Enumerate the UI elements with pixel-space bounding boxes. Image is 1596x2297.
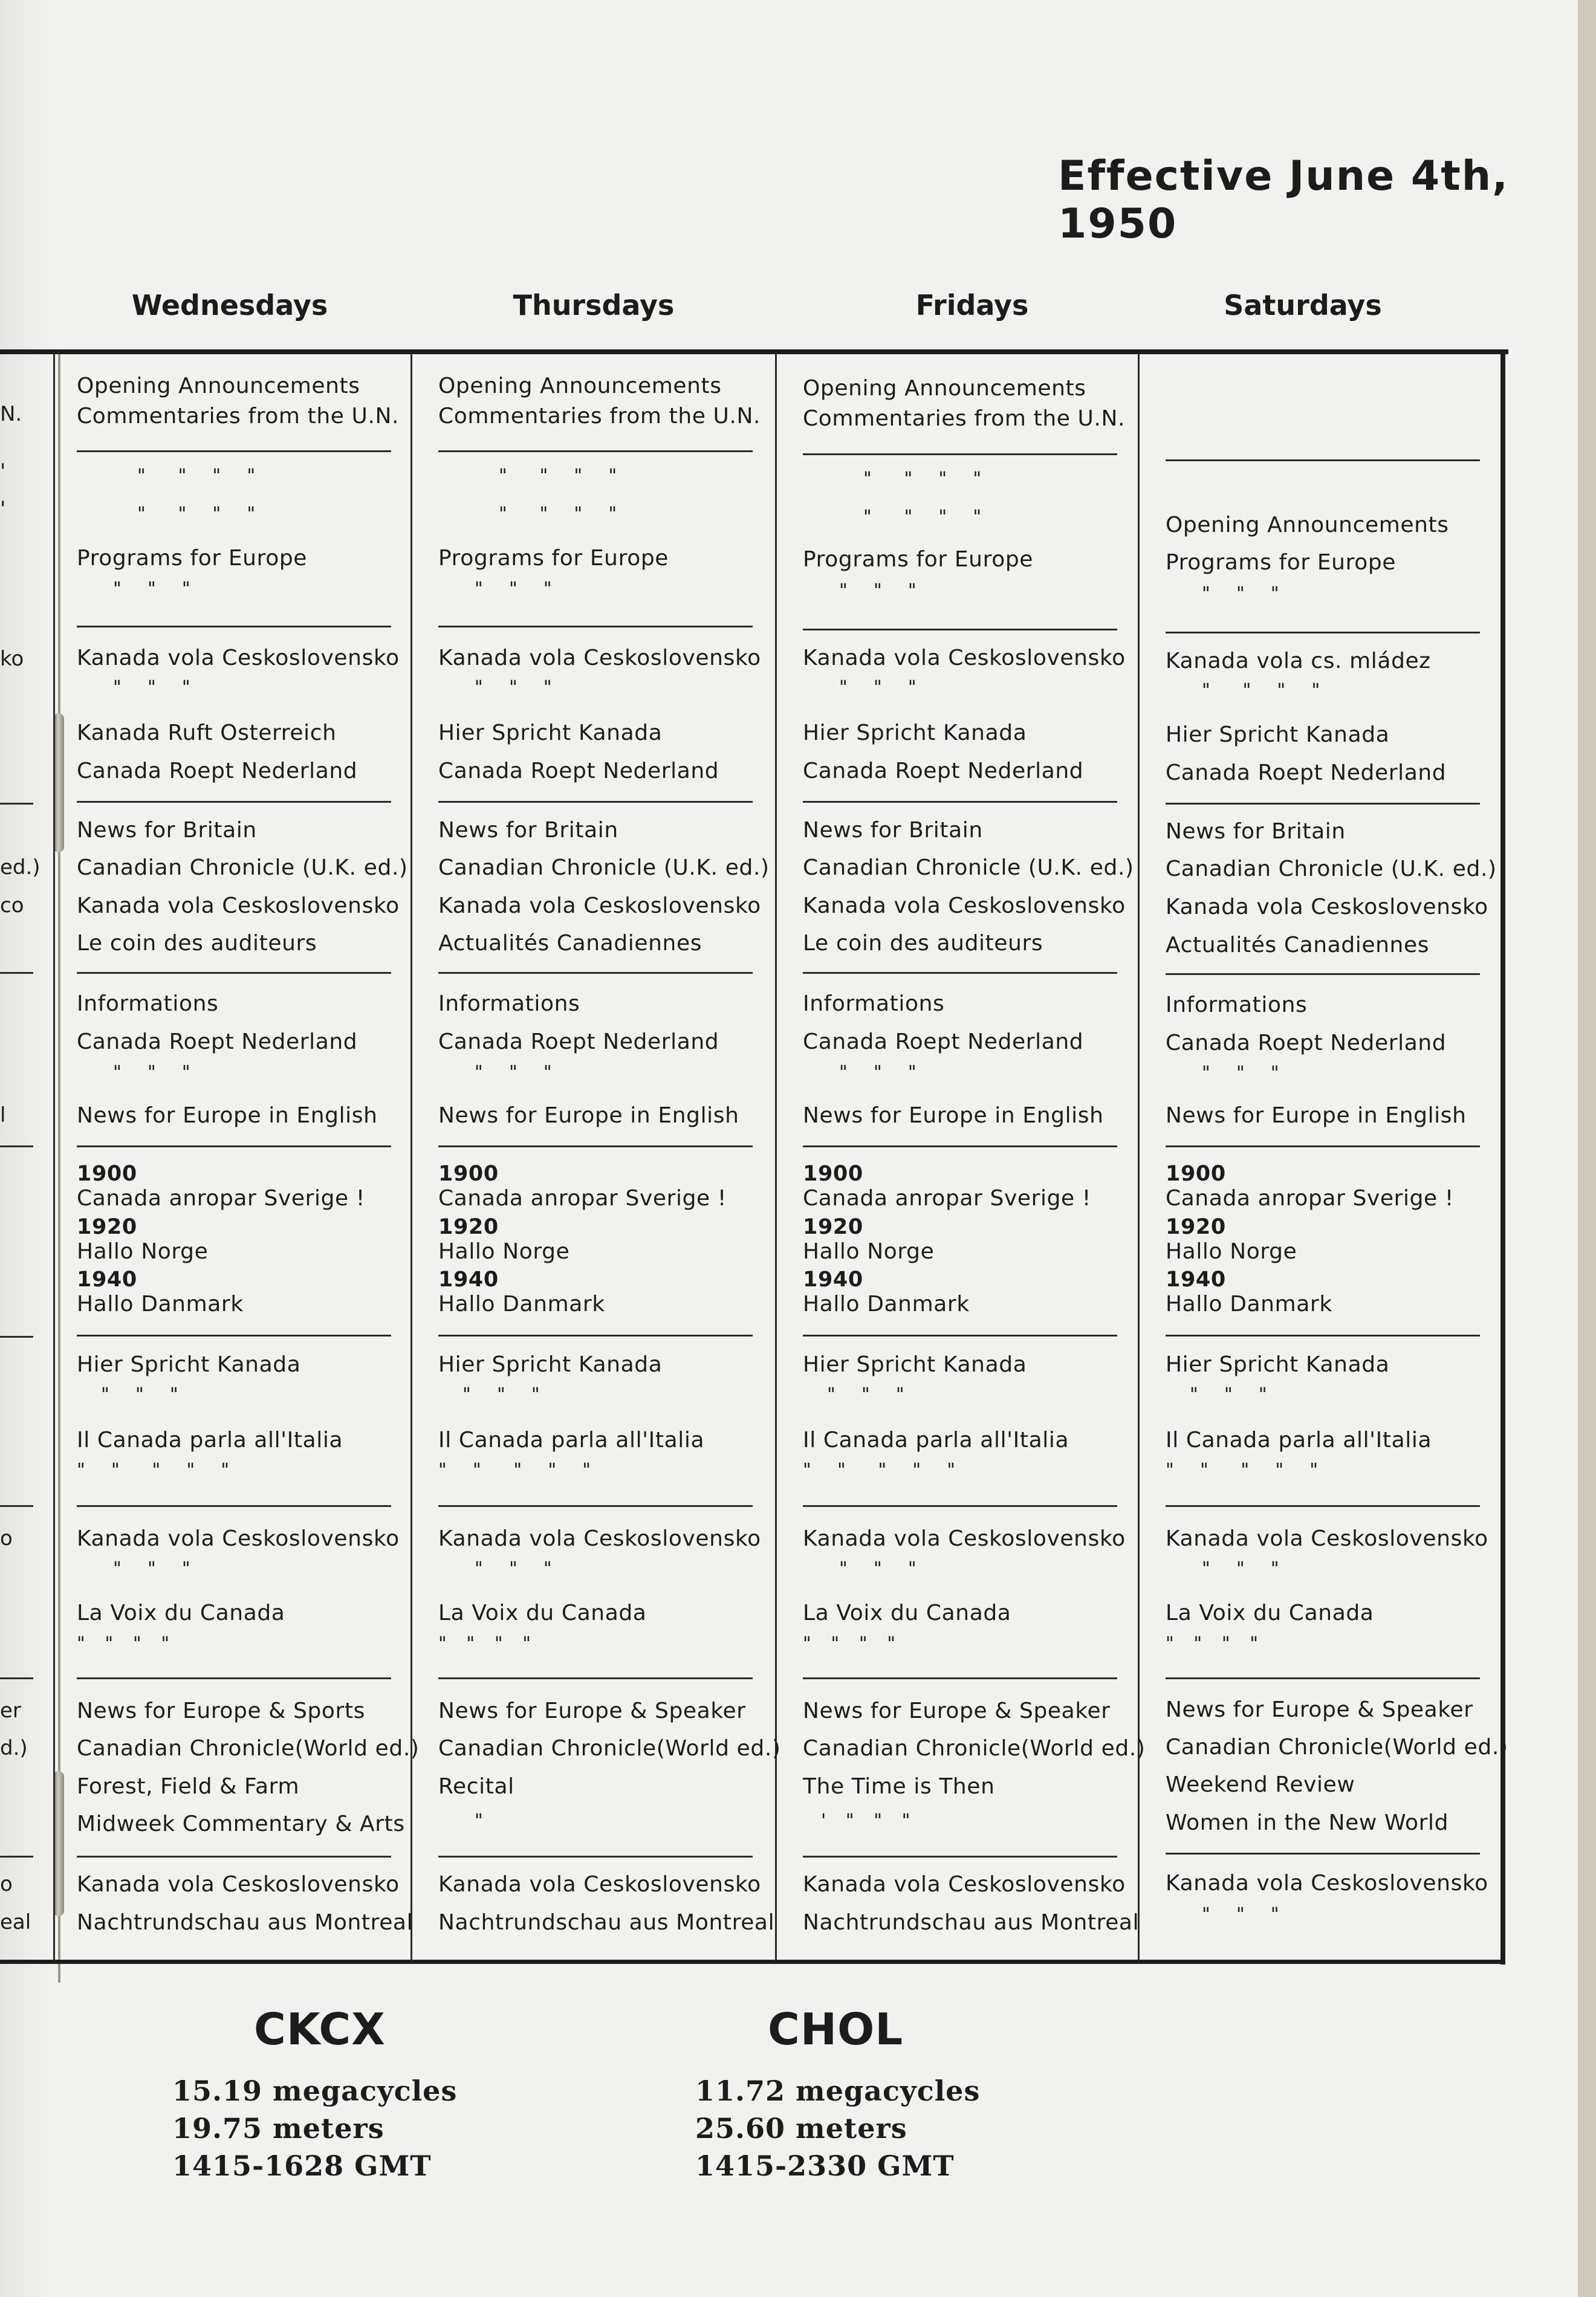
program-entry: Canada Roept Nederland [438, 759, 719, 783]
time-slot-rule [77, 1505, 391, 1507]
program-entry: Nachtrundschau aus Montreal [77, 1910, 414, 1935]
program-entry: Canadian Chronicle(World ed.) [438, 1736, 781, 1761]
day-header-wednesday: Wednesdays [131, 289, 328, 322]
time-slot-rule [803, 453, 1117, 455]
program-entry: La Voix du Canada [77, 1601, 285, 1625]
program-entry: Hier Spricht Kanada [438, 721, 663, 745]
time-slot-rule [77, 450, 391, 452]
program-entry: Canadian Chronicle (U.K. ed.) [438, 855, 770, 880]
ditto-marks: " " " " [1202, 680, 1321, 701]
program-entry: Opening Announcements [77, 374, 360, 398]
thursday-column [438, 0, 781, 1965]
program-entry: Kanada vola Ceskoslovensko [438, 646, 761, 670]
program-entry: Women in the New World [1166, 1810, 1449, 1835]
program-entry: La Voix du Canada [803, 1601, 1011, 1625]
left-column-fragment: ko [0, 647, 24, 671]
time-label: 1920 [1166, 1215, 1226, 1239]
program-entry: Hallo Danmark [438, 1292, 605, 1317]
program-entry: Nachtrundschau aus Montreal [803, 1910, 1140, 1935]
program-entry: News for Europe in English [1166, 1103, 1467, 1128]
ditto-marks: " " " " [77, 1633, 170, 1654]
station-frequency: 11.72 megacycles [695, 2075, 981, 2107]
program-entry: Kanada vola Ceskoslovensko [1166, 895, 1488, 919]
ditto-marks: " " " [462, 1384, 540, 1405]
day-header-thursday: Thursdays [513, 289, 675, 322]
time-slot-rule [438, 1145, 753, 1147]
program-entry: Kanada vola Ceskoslovensko [77, 893, 400, 918]
program-entry: Kanada vola Ceskoslovensko [77, 646, 400, 670]
time-slot-rule [803, 629, 1117, 630]
program-entry: Hier Spricht Kanada [1166, 722, 1390, 747]
ditto-marks: " " " [827, 1384, 905, 1405]
time-slot-rule [77, 1677, 391, 1679]
program-entry: Kanada vola Ceskoslovensko [803, 1872, 1126, 1897]
program-entry: News for Europe & Speaker [438, 1699, 746, 1723]
program-entry: Il Canada parla all'Italia [1166, 1428, 1432, 1453]
program-entry: Kanada vola Ceskoslovensko [803, 893, 1126, 918]
left-column-fragment: o [0, 1526, 13, 1550]
left-column-rule [0, 1505, 33, 1507]
time-label: 1920 [77, 1215, 137, 1239]
program-entry: La Voix du Canada [1166, 1601, 1374, 1625]
ditto-marks: " " " " " [77, 1460, 230, 1481]
program-entry: Hallo Norge [438, 1239, 570, 1264]
program-entry: Hier Spricht Kanada [77, 1352, 301, 1377]
program-entry: Kanada vola Ceskoslovensko [438, 893, 761, 918]
program-entry: Canada Roept Nederland [77, 759, 358, 783]
program-entry: News for Europe & Speaker [1166, 1697, 1473, 1722]
program-entry: Canada anropar Sverige ! [438, 1186, 727, 1211]
ditto-marks: " " " " " [438, 1460, 592, 1481]
ditto-marks: " " " [839, 580, 917, 601]
left-column-fragment: d.) [0, 1736, 28, 1760]
program-entry: Opening Announcements [1166, 513, 1449, 537]
ditto-marks: " " " " [863, 507, 982, 528]
program-entry: Hallo Danmark [803, 1292, 970, 1317]
program-entry: Hallo Norge [803, 1239, 935, 1264]
program-entry: News for Europe in English [77, 1103, 378, 1128]
ditto-marks: " " " " " [1166, 1460, 1319, 1481]
time-slot-rule [438, 450, 753, 452]
program-entry: Hier Spricht Kanada [803, 721, 1027, 745]
program-entry: Canada Roept Nederland [1166, 1031, 1447, 1055]
time-slot-rule [77, 972, 391, 974]
left-column-fragment: ed.) [0, 855, 41, 880]
program-entry: Canada anropar Sverige ! [1166, 1186, 1454, 1211]
time-slot-rule [1166, 1505, 1480, 1507]
ditto-marks: " " " " [863, 468, 982, 490]
time-slot-rule [803, 1145, 1117, 1147]
column-divider [53, 353, 55, 1961]
left-column-fragment: er [0, 1699, 21, 1723]
station-wavelength: 25.60 meters [695, 2112, 907, 2145]
ditto-marks: " " " [475, 677, 553, 698]
time-slot-rule [1166, 1853, 1480, 1855]
program-entry: News for Britain [438, 818, 618, 843]
left-column-fragment: co [0, 893, 24, 918]
program-entry: Nachtrundschau aus Montreal [438, 1910, 775, 1935]
time-slot-rule [803, 1505, 1117, 1507]
time-slot-rule [803, 1677, 1117, 1679]
program-entry: Informations [438, 991, 580, 1016]
left-column-rule [0, 972, 33, 974]
program-entry: Hier Spricht Kanada [803, 1352, 1027, 1377]
station-hours: 1415-1628 GMT [172, 2150, 432, 2182]
program-entry: Canada Roept Nederland [438, 1029, 719, 1054]
program-entry: Canadian Chronicle (U.K. ed.) [803, 855, 1134, 880]
program-entry: La Voix du Canada [438, 1601, 647, 1625]
ditto-marks: " " " [475, 1558, 553, 1579]
program-entry: Canada Roept Nederland [803, 1029, 1084, 1054]
station-name-ckcx: CKCX [254, 2004, 386, 2055]
program-entry: News for Britain [803, 818, 983, 843]
time-slot-rule [803, 1335, 1117, 1336]
program-entry: Le coin des auditeurs [77, 931, 317, 956]
time-label: 1900 [438, 1162, 499, 1186]
ditto-marks: " " " [113, 677, 191, 698]
program-entry: Kanada vola Ceskoslovensko [803, 1526, 1126, 1551]
program-entry: Kanada vola Ceskoslovensko [77, 1526, 400, 1551]
program-entry: Canadian Chronicle (U.K. ed.) [1166, 857, 1497, 881]
time-slot-rule [77, 1335, 391, 1336]
program-entry: Midweek Commentary & Arts [77, 1812, 405, 1836]
station-name-chol: CHOL [768, 2004, 904, 2055]
ditto-marks: " " " [475, 1062, 553, 1083]
left-column-rule [0, 1856, 33, 1858]
time-label: 1920 [438, 1215, 499, 1239]
program-entry: News for Europe in English [438, 1103, 739, 1128]
friday-column [803, 0, 1146, 1965]
program-entry: Hier Spricht Kanada [1166, 1352, 1390, 1377]
ditto-marks: " " " [1190, 1384, 1268, 1405]
program-entry: Recital [438, 1774, 514, 1799]
left-column-fragment: ' [0, 497, 6, 521]
ditto-marks: " " " [101, 1384, 179, 1405]
table-right-border [1500, 349, 1505, 1965]
program-entry: Canada anropar Sverige ! [77, 1186, 365, 1211]
time-slot-rule [803, 972, 1117, 974]
program-entry: Hallo Norge [1166, 1239, 1297, 1264]
program-entry: Opening Announcements [803, 376, 1086, 401]
left-column-rule [0, 803, 33, 805]
program-entry: Canadian Chronicle(World ed.) [803, 1736, 1146, 1761]
ditto-marks: " " " " [137, 504, 256, 525]
left-column-rule [0, 1677, 33, 1679]
program-entry: Canada Roept Nederland [1166, 760, 1447, 785]
ditto-marks: " " " [113, 578, 191, 600]
program-entry: Hallo Danmark [77, 1292, 244, 1317]
program-entry: Canada Roept Nederland [803, 759, 1084, 783]
station-hours: 1415-2330 GMT [695, 2150, 955, 2182]
program-entry: Hier Spricht Kanada [438, 1352, 663, 1377]
time-slot-rule [438, 801, 753, 803]
ditto-marks: " " " [1202, 583, 1280, 604]
time-slot-rule [1166, 1677, 1480, 1679]
time-label: 1900 [77, 1162, 137, 1186]
program-entry: Kanada vola Ceskoslovensko [438, 1872, 761, 1897]
program-entry: Canada anropar Sverige ! [803, 1186, 1091, 1211]
column-divider [410, 353, 412, 1961]
ditto-marks: " " " [475, 578, 553, 600]
time-label: 1900 [1166, 1162, 1226, 1186]
time-label: 1940 [77, 1268, 137, 1292]
left-column-fragment: N. [0, 402, 22, 426]
day-header-friday: Fridays [915, 289, 1029, 322]
program-entry: Kanada vola Ceskoslovensko [438, 1526, 761, 1551]
program-entry: Le coin des auditeurs [803, 931, 1043, 956]
ditto-marks: " " " [839, 1062, 917, 1083]
program-entry: News for Britain [77, 818, 257, 843]
ditto-marks: " " " " [499, 465, 618, 487]
ditto-marks: " " " [113, 1558, 191, 1579]
program-entry: Kanada vola Ceskoslovensko [77, 1872, 400, 1897]
program-entry: Programs for Europe [77, 546, 308, 571]
program-entry: Informations [803, 991, 945, 1016]
ditto-marks: " " " " " [803, 1460, 956, 1481]
time-slot-rule [438, 1335, 753, 1336]
ditto-marks: " [475, 1810, 484, 1832]
ditto-marks: " " " [839, 677, 917, 698]
program-entry: Il Canada parla all'Italia [803, 1428, 1069, 1453]
time-slot-rule [1166, 1145, 1480, 1147]
ditto-marks: " " " " [438, 1633, 532, 1654]
time-label: 1940 [803, 1268, 863, 1292]
saturday-column [1166, 0, 1508, 1965]
ditto-marks: ' " " " [821, 1810, 911, 1832]
ditto-marks: " " " [113, 1062, 191, 1083]
program-entry: Kanada vola Ceskoslovensko [1166, 1871, 1488, 1896]
program-entry: Commentaries from the U.N. [77, 404, 400, 429]
program-entry: Informations [77, 991, 219, 1016]
program-entry: Programs for Europe [1166, 550, 1396, 575]
program-entry: News for Europe in English [803, 1103, 1104, 1128]
time-slot-rule [803, 1856, 1117, 1858]
time-slot-rule [438, 1677, 753, 1679]
time-slot-rule [1166, 973, 1480, 975]
program-entry: Commentaries from the U.N. [438, 404, 761, 429]
day-header-saturday: Saturdays [1224, 289, 1382, 322]
time-slot-rule [438, 1856, 753, 1858]
time-slot-rule [77, 1856, 391, 1858]
time-slot-rule [438, 1505, 753, 1507]
program-entry: News for Europe & Speaker [803, 1699, 1111, 1723]
program-entry: Canadian Chronicle(World ed.) [77, 1736, 420, 1761]
left-column-fragment: o [0, 1872, 13, 1896]
program-entry: Commentaries from the U.N. [803, 406, 1126, 431]
left-column-fragment: eal [0, 1910, 31, 1934]
left-column-fragment: ' [0, 459, 6, 484]
ditto-marks: " " " " [1166, 1633, 1259, 1654]
program-entry: Forest, Field & Farm [77, 1774, 300, 1799]
time-label: 1940 [1166, 1268, 1226, 1292]
time-slot-rule [1166, 459, 1480, 461]
left-column-rule [0, 1336, 33, 1338]
ditto-marks: " " " " [499, 504, 618, 525]
time-slot-rule [77, 626, 391, 627]
program-entry: Programs for Europe [803, 547, 1034, 572]
program-entry: Informations [1166, 993, 1308, 1017]
ditto-marks: " " " [839, 1558, 917, 1579]
program-entry: Canada Roept Nederland [77, 1029, 358, 1054]
ditto-marks: " " " [1202, 1904, 1280, 1925]
program-entry: News for Europe & Sports [77, 1699, 366, 1723]
time-slot-rule [77, 1145, 391, 1147]
column-divider [1138, 353, 1140, 1961]
program-entry: Kanada vola cs. mládez [1166, 649, 1431, 673]
program-entry: Il Canada parla all'Italia [438, 1428, 705, 1453]
time-slot-rule [77, 801, 391, 803]
program-entry: Canadian Chronicle(World ed.) [1166, 1735, 1508, 1760]
ditto-marks: " " " " [803, 1633, 897, 1654]
program-entry: Actualités Canadiennes [1166, 933, 1430, 957]
page-fold [58, 351, 60, 1983]
time-slot-rule [1166, 632, 1480, 633]
wednesday-column [77, 0, 420, 1965]
program-entry: Weekend Review [1166, 1772, 1355, 1797]
station-frequency: 15.19 megacycles [172, 2075, 458, 2107]
effective-date: Effective June 4th, 1950 [1058, 152, 1509, 248]
program-entry: Hallo Danmark [1166, 1292, 1332, 1317]
program-entry: Kanada Ruft Osterreich [77, 721, 337, 745]
left-column-rule [0, 1145, 33, 1147]
station-wavelength: 19.75 meters [172, 2112, 384, 2145]
program-entry: Opening Announcements [438, 374, 722, 398]
program-entry: Hallo Norge [77, 1239, 209, 1264]
time-slot-rule [438, 626, 753, 627]
time-label: 1900 [803, 1162, 863, 1186]
time-label: 1940 [438, 1268, 499, 1292]
ditto-marks: " " " [1202, 1558, 1280, 1579]
time-slot-rule [438, 972, 753, 974]
program-entry: Kanada vola Ceskoslovensko [803, 646, 1126, 670]
program-entry: Canadian Chronicle (U.K. ed.) [77, 855, 408, 880]
ditto-marks: " " " [1202, 1063, 1280, 1084]
program-entry: News for Britain [1166, 819, 1346, 844]
time-slot-rule [803, 801, 1117, 803]
time-label: 1920 [803, 1215, 863, 1239]
left-column-fragment: l [0, 1103, 6, 1127]
program-entry: Kanada vola Ceskoslovensko [1166, 1526, 1488, 1551]
column-divider [775, 353, 777, 1961]
time-slot-rule [1166, 1335, 1480, 1336]
program-entry: The Time is Then [803, 1774, 995, 1799]
time-slot-rule [1166, 803, 1480, 805]
program-entry: Actualités Canadiennes [438, 931, 702, 956]
ditto-marks: " " " " [137, 465, 256, 487]
program-entry: Il Canada parla all'Italia [77, 1428, 343, 1453]
program-entry: Programs for Europe [438, 546, 669, 571]
